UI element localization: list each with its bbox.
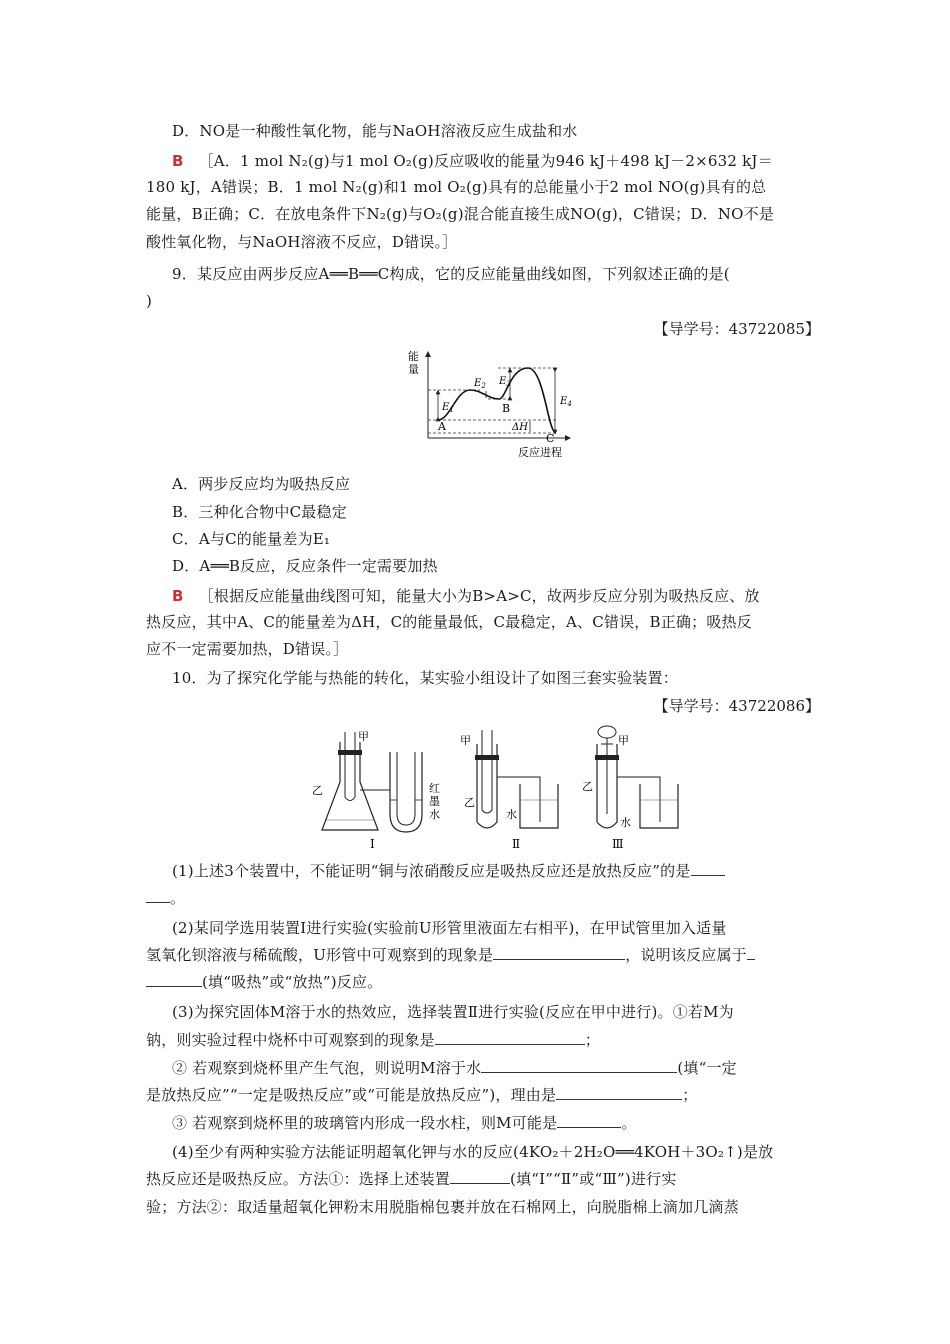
q9-answer-letter: B bbox=[172, 587, 184, 605]
label-yi-2: 乙 bbox=[464, 796, 475, 809]
answer-blank[interactable] bbox=[556, 1085, 682, 1100]
q10-part2-line-1: (2)某同学选用装置Ⅰ进行实验(实验前U形管里液面左右相平)，在甲试管里加入适量 bbox=[172, 919, 727, 937]
q10-part3-text-e: 是放热反应”“一定是吸热反应”或“可能是放热反应”)，理由是 bbox=[146, 1086, 557, 1104]
q10-guide-number: 【导学号：43722086】 bbox=[653, 697, 820, 715]
label-shui-1: 水 bbox=[429, 808, 440, 821]
q10-part1-end: 。 bbox=[170, 889, 186, 907]
q10-part4-line-3: 验；方法②：取适量超氧化钾粉末用脱脂棉包裹并放在石棉网上，向脱脂棉上滴加几滴蒸 bbox=[146, 1198, 739, 1216]
q9-guide-number: 【导学号：43722085】 bbox=[653, 320, 820, 338]
q9-option-d: D．A══B反应，反应条件一定需要加热 bbox=[172, 557, 438, 575]
answer-blank[interactable] bbox=[146, 888, 170, 903]
label-jia-2: 甲 bbox=[460, 734, 471, 747]
beaker-2 bbox=[520, 784, 558, 828]
label-II: Ⅱ bbox=[512, 837, 521, 851]
inner-test-tube-2 bbox=[482, 730, 492, 813]
apparatus-II bbox=[460, 730, 558, 851]
stopper-2 bbox=[475, 755, 499, 760]
answer-blank[interactable] bbox=[450, 1169, 510, 1184]
q10-part3-text-g: ③ 若观察到烧杯里的玻璃管内形成一段水柱，则M可能是 bbox=[172, 1114, 558, 1132]
label-E3: $E_3$ bbox=[499, 376, 511, 388]
q9-option-c: C．A与C的能量差为E₁ bbox=[172, 530, 331, 548]
q10-part4-text-a: 热反应还是吸热反应。方法①：选择上述装置 bbox=[146, 1170, 451, 1188]
answer-blank[interactable] bbox=[481, 1058, 677, 1073]
q10-part1-line-1 bbox=[172, 861, 725, 881]
q8-explanation-line-4: 酸性氧化物，与NaOH溶液不反应，D错误。］ bbox=[146, 233, 458, 251]
delivery-tube-2 bbox=[497, 777, 540, 822]
q10-part3-text-d: (填“一定 bbox=[677, 1059, 737, 1077]
q9-stem-line-1: 9．某反应由两步反应A══B══C构成，它的反应能量曲线如图，下列叙述正确的是( bbox=[172, 265, 730, 283]
flask-stopper bbox=[338, 750, 362, 755]
answer-blank[interactable] bbox=[493, 945, 625, 960]
q8-explanation-line-3: 能量，B正确；C．在放电条件下N₂(g)与O₂(g)混合能直接生成NO(g)，C错误；D．NO不是 bbox=[146, 205, 775, 223]
q10-part3-text-a: 钠，则实验过程中烧杯中可观察到的现象是 bbox=[146, 1031, 435, 1049]
label-dH: ΔH bbox=[512, 422, 528, 433]
q9-explanation-text-1: ［根据反应能量曲线图可知，能量大小为B>A>C，故两步反应分别为吸热反应、放 bbox=[198, 587, 760, 605]
label-yi-1: 乙 bbox=[312, 784, 323, 797]
label-yi-3: 乙 bbox=[582, 780, 593, 793]
label-jia-3: 甲 bbox=[618, 734, 629, 747]
flask bbox=[322, 742, 378, 830]
q9-explanation-line-2: 热反应，其中A、C的能量差为ΔH，C的能量最低，C最稳定，A、C错误，B正确；吸热反 bbox=[146, 613, 752, 631]
q10-part3-text-f: ； bbox=[682, 1086, 698, 1104]
apparatus-I bbox=[312, 730, 440, 851]
q10-part3-text-b: ； bbox=[584, 1031, 601, 1049]
q10-stem: 10．为了探究化学能与热能的转化，某实验小组设计了如图三套实验装置： bbox=[172, 669, 678, 687]
answer-blank[interactable] bbox=[747, 945, 755, 960]
label-water-2: 水 bbox=[506, 808, 517, 821]
q10-part3-line-3 bbox=[172, 1058, 737, 1078]
q9-option-a: A．两步反应均为吸热反应 bbox=[172, 475, 351, 493]
label-I: Ⅰ bbox=[370, 837, 375, 851]
funnel-bulb bbox=[598, 726, 616, 738]
label-E4: $E_4$ bbox=[560, 396, 572, 408]
q10-part1-text: (1)上述3个装置中，不能证明“铜与浓硝酸反应是吸热反应还是放热反应”的是 bbox=[172, 862, 691, 880]
q10-part3-line-4 bbox=[146, 1085, 697, 1105]
label-B: B bbox=[502, 402, 511, 415]
y-axis-label-1: 能 bbox=[408, 350, 419, 363]
energy-diagram bbox=[398, 346, 588, 464]
label-jia-1: 甲 bbox=[358, 730, 369, 743]
apparatus-figure bbox=[312, 722, 682, 852]
u-tube-inner bbox=[397, 752, 415, 825]
q8-option-d: D．NO是一种酸性氧化物，能与NaOH溶液反应生成盐和水 bbox=[172, 122, 578, 140]
q9-option-b: B．三种化合物中C最稳定 bbox=[172, 503, 347, 521]
q9-stem-line-2: ) bbox=[146, 292, 153, 310]
q10-part2-line-2 bbox=[146, 945, 755, 965]
answer-blank[interactable] bbox=[557, 1113, 621, 1128]
inner-tube bbox=[345, 732, 355, 801]
q10-part2-line-3 bbox=[146, 972, 382, 992]
q10-part4-line-2 bbox=[146, 1169, 677, 1189]
q10-part3-line-5 bbox=[172, 1113, 637, 1133]
q10-part2-text-b: ，说明该反应属于 bbox=[625, 946, 747, 964]
q10-part3-text-h: 。 bbox=[621, 1114, 637, 1132]
q9-explanation-line-1 bbox=[172, 586, 760, 606]
answer-blank[interactable] bbox=[435, 1030, 585, 1045]
apparatus-III bbox=[582, 726, 678, 851]
q10-part4-text-b: (填“Ⅰ”“Ⅱ”或“Ⅲ”)进行实 bbox=[510, 1170, 677, 1188]
answer-blank[interactable] bbox=[146, 972, 202, 987]
q10-part1-line-2 bbox=[146, 888, 185, 908]
q10-part3-line-1: (3)为探究固体M溶于水的热效应，选择装置Ⅱ进行实验(反应在甲中进行)。①若M为 bbox=[172, 1003, 734, 1021]
q8-explanation-line-1 bbox=[172, 151, 773, 171]
q10-part2-text-c: (填“吸热”或“放热”)反应。 bbox=[202, 973, 383, 991]
q10-part2-text-a: 氢氧化钡溶液与稀硫酸，U形管中可观察到的现象是 bbox=[146, 946, 494, 964]
label-water-3: 水 bbox=[620, 816, 631, 829]
label-hong: 红 bbox=[429, 782, 440, 795]
q10-part4-line-1: (4)至少有两种实验方法能证明超氧化钾与水的反应(4KO₂＋2H₂O══4KOH＋3O₂↑)是放 bbox=[172, 1143, 774, 1161]
x-axis-label: 反应进程 bbox=[518, 446, 562, 459]
beaker-3 bbox=[640, 784, 678, 828]
q9-explanation-line-3: 应不一定需要加热，D错误。］ bbox=[146, 640, 349, 658]
u-tube bbox=[390, 752, 422, 832]
label-E2: $E_2$ bbox=[474, 378, 486, 390]
q10-part3-text-c: ② 若观察到烧杯里产生气泡，则说明M溶于水 bbox=[172, 1059, 482, 1077]
label-III: Ⅲ bbox=[612, 837, 624, 851]
label-E1: $E_1$ bbox=[442, 402, 454, 414]
q10-part3-line-2 bbox=[146, 1030, 600, 1050]
answer-blank[interactable] bbox=[691, 861, 725, 876]
label-mo: 墨 bbox=[429, 795, 440, 808]
label-A: A bbox=[438, 420, 446, 433]
label-C: C bbox=[546, 432, 555, 445]
q8-answer-letter: B bbox=[172, 152, 184, 170]
energy-curve bbox=[438, 368, 556, 433]
q8-explanation-text-1: ［A．1 mol N₂(g)与1 mol O₂(g)反应吸收的能量为946 kJ＋498 kJ－2×632 kJ＝ bbox=[198, 152, 773, 170]
q8-explanation-line-2: 180 kJ，A错误；B．1 mol N₂(g)和1 mol O₂(g)具有的总能量小于2 mol NO(g)具有的总 bbox=[146, 178, 767, 196]
y-axis-label-2: 量 bbox=[408, 363, 419, 376]
